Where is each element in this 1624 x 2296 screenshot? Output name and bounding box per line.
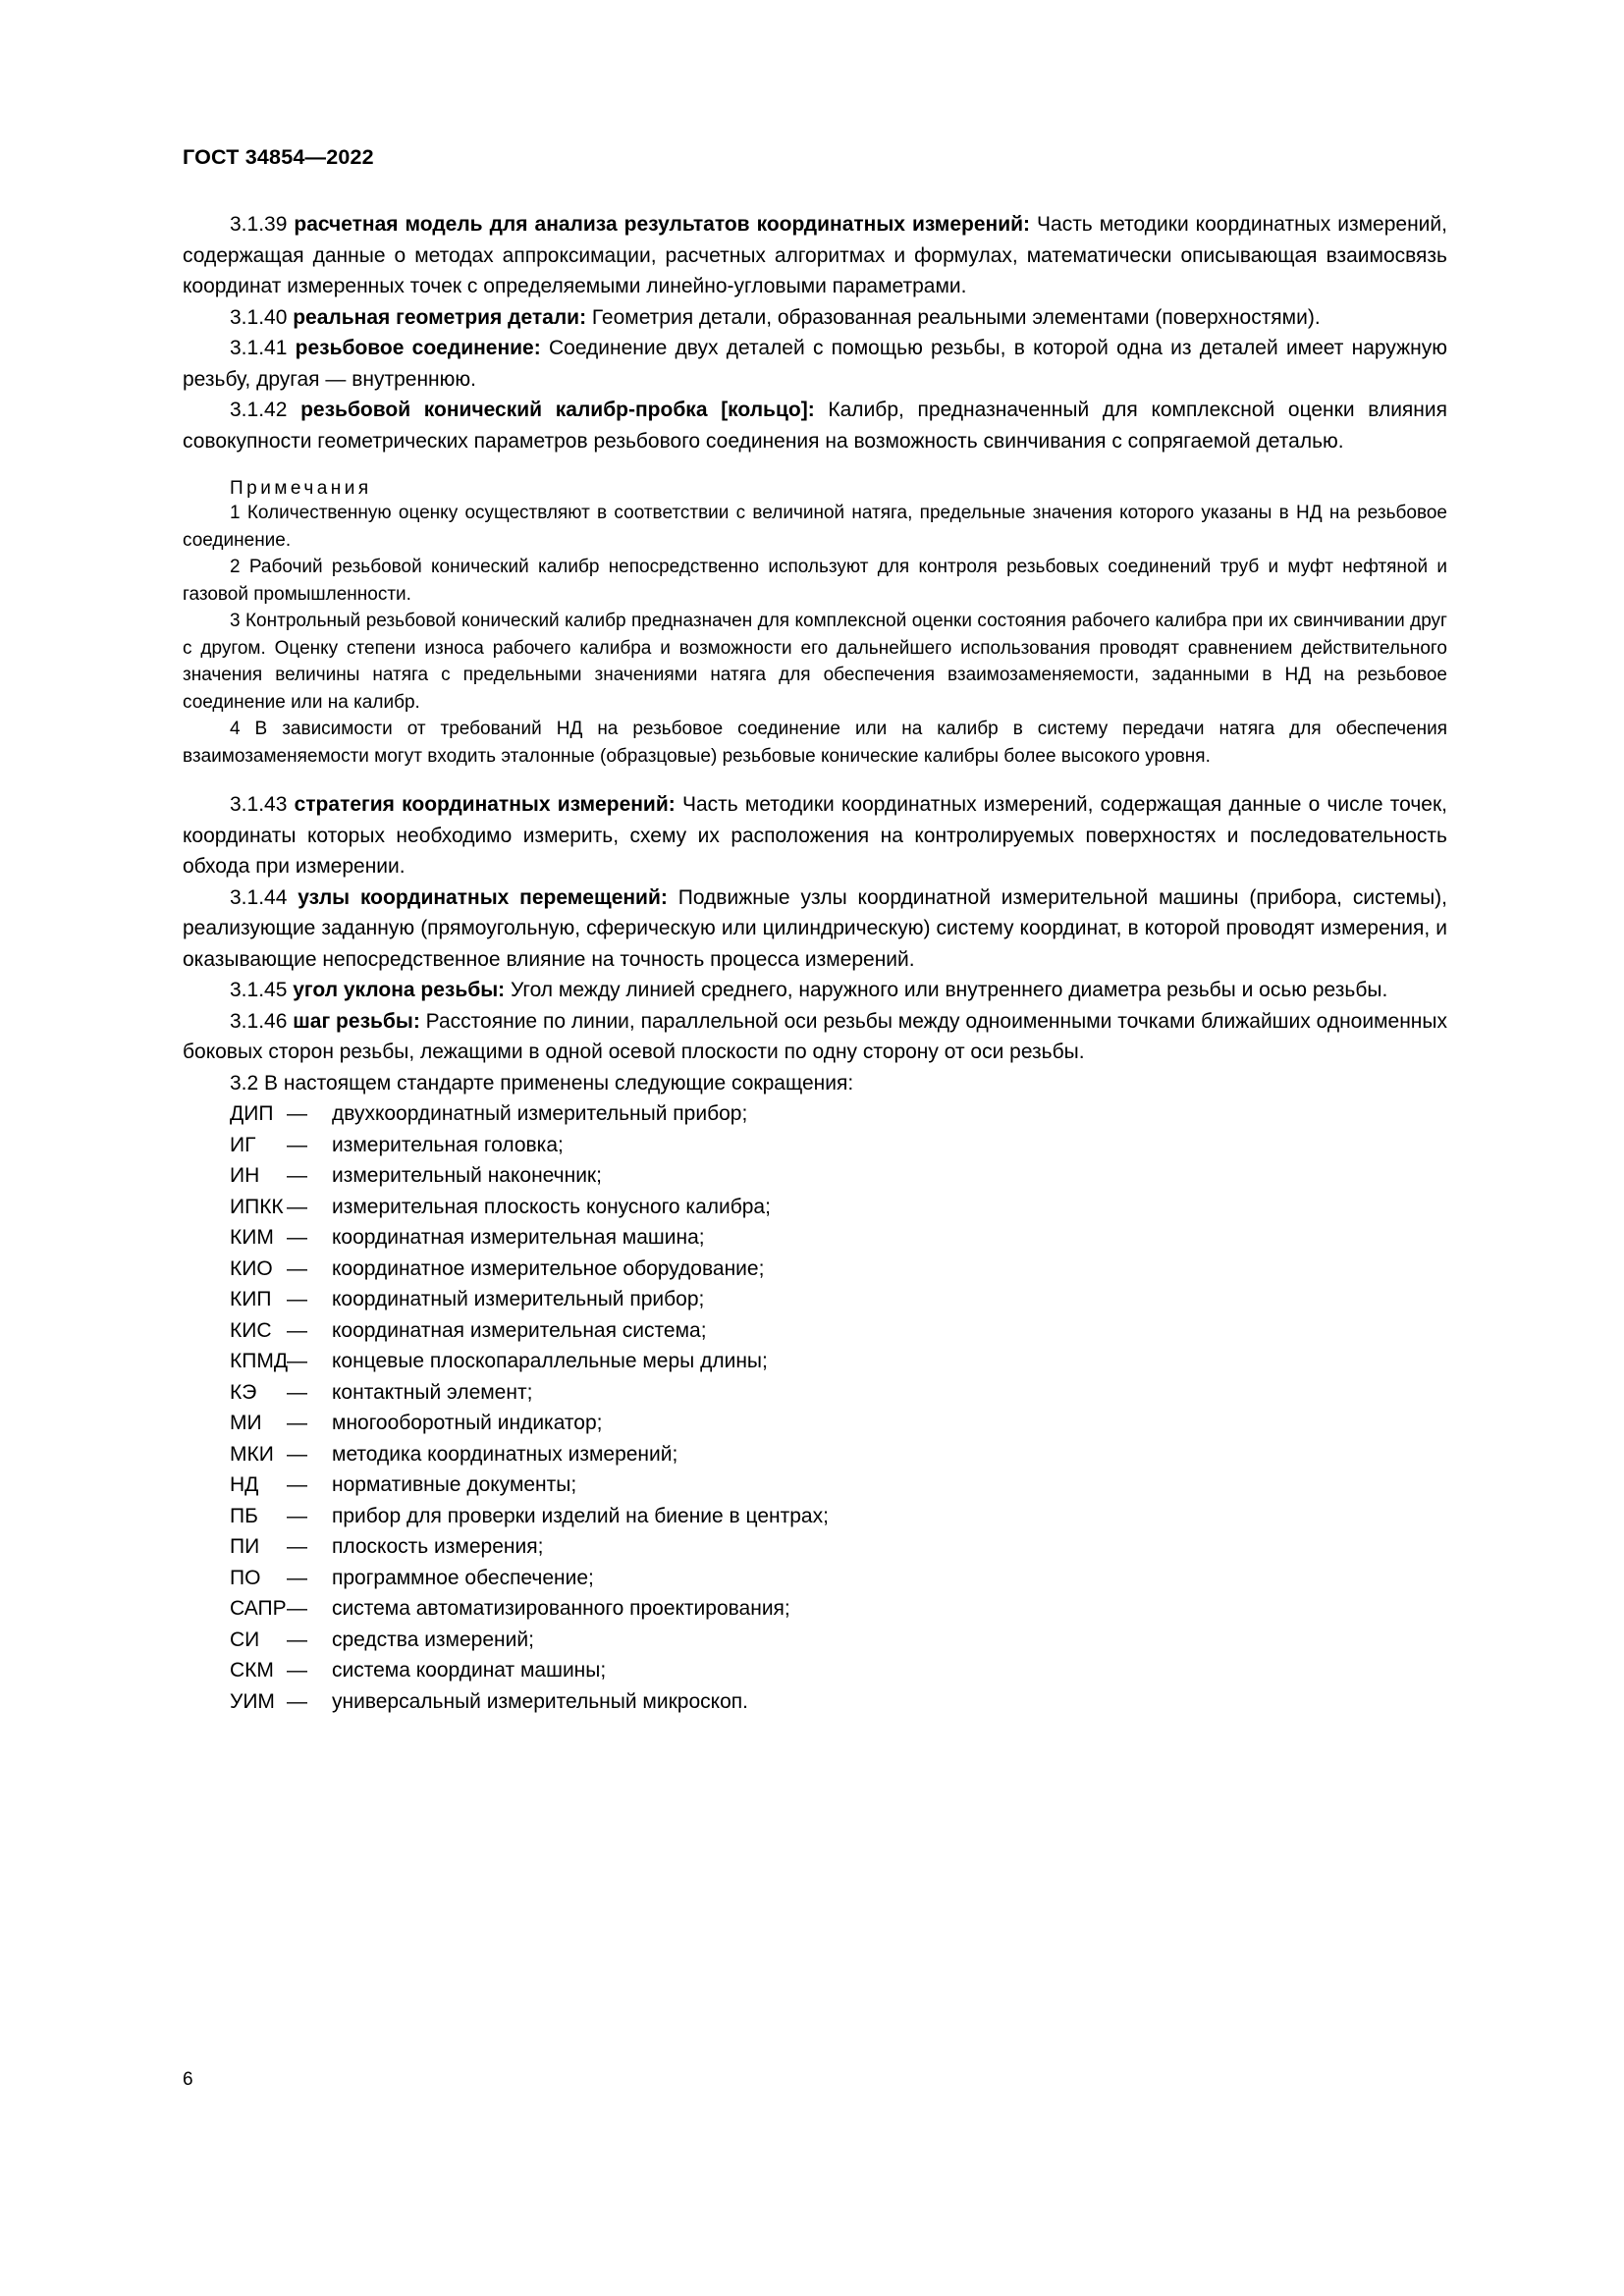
definition-entry bbox=[183, 1006, 1447, 1068]
abbreviation-row bbox=[183, 1098, 1447, 1130]
abbreviation-row bbox=[183, 1222, 1447, 1254]
abbreviation-row bbox=[183, 1593, 1447, 1625]
definition-entry bbox=[183, 789, 1447, 882]
abbreviation-dash: — bbox=[287, 1226, 307, 1249]
abbreviation-text: измерительная плоскость конусного калибра; bbox=[332, 1195, 771, 1218]
abbreviation-text: система автоматизированного проектирования; bbox=[332, 1597, 790, 1620]
abbreviation-code: МИ bbox=[230, 1412, 262, 1434]
page-content bbox=[183, 0, 1447, 1717]
abbreviation-code: УИМ bbox=[230, 1689, 275, 1713]
abbreviation-text: плоскость измерения; bbox=[332, 1535, 544, 1558]
abbreviation-dash: — bbox=[287, 1318, 307, 1342]
abbreviation-code: ПИ bbox=[230, 1535, 260, 1558]
abbreviation-row bbox=[183, 1130, 1447, 1161]
abbreviation-row bbox=[183, 1346, 1447, 1377]
abbreviations-intro-text: В настоящем стандарте применены следующие сокращения: bbox=[258, 1071, 854, 1095]
abbreviation-code: ПБ bbox=[230, 1504, 258, 1527]
abbreviation-code: КЭ bbox=[230, 1380, 257, 1404]
abbreviation-code: КИО bbox=[230, 1256, 273, 1280]
definition-number: 3.1.43 bbox=[230, 793, 288, 816]
definition-term: стратегия координатных измерений: bbox=[294, 793, 676, 816]
abbreviation-text: измерительный наконечник; bbox=[332, 1164, 602, 1187]
note-item: 1 Количественную оценку осуществляют в соответствии с величиной натяга, предельные значения которого указаны в НД на резьбовое соединение. bbox=[183, 503, 1447, 551]
notes-heading: Примечания bbox=[230, 478, 372, 499]
abbreviation-row bbox=[183, 1531, 1447, 1563]
abbreviation-row bbox=[183, 1439, 1447, 1470]
definition-term: резьбовой конический калибр-пробка [кольцо]: bbox=[300, 399, 815, 421]
definition-text: Часть методики координатных измерений, содержащая данные о методах аппроксимации, расчетных алгоритмах и формулах, математически описывающая взаимосвязь координат измеренных точек с определяемыми линейно-угловыми параметрами. bbox=[183, 213, 1447, 297]
abbreviation-code: ДИП bbox=[230, 1102, 274, 1125]
abbreviation-dash: — bbox=[287, 1350, 307, 1372]
abbreviation-text: прибор для проверки изделий на биение в центрах; bbox=[332, 1504, 829, 1527]
abbreviation-code: ИПКК bbox=[230, 1195, 284, 1218]
definition-text: Соединение двух деталей с помощью резьбы, в которой одна из деталей имеет наружную резьбу, другая — внутреннюю. bbox=[183, 337, 1447, 391]
definition-number: 3.1.42 bbox=[230, 399, 288, 421]
definition-text: Геометрия детали, образованная реальными элементами (поверхностями). bbox=[586, 305, 1321, 329]
definition-entry bbox=[183, 395, 1447, 456]
definition-entry bbox=[183, 975, 1447, 1006]
abbreviation-text: программное обеспечение; bbox=[332, 1566, 594, 1589]
abbreviation-text: средства измерений; bbox=[332, 1628, 534, 1651]
definition-number: 3.1.41 bbox=[230, 337, 288, 359]
abbreviation-dash: — bbox=[287, 1473, 307, 1496]
definitions-section-2 bbox=[183, 789, 1447, 1098]
abbreviation-code: КИС bbox=[230, 1318, 272, 1342]
abbreviation-code: КПМД bbox=[230, 1350, 289, 1372]
page-number: 6 bbox=[183, 2069, 193, 2090]
abbreviation-code: САПР bbox=[230, 1597, 287, 1620]
note-item: 3 Контрольный резьбовой конический калибр предназначен для комплексной оценки состояния рабочего калибра при их свинчивании друг с другом. Оценку степени износа рабочего калибра и возможности его дальнейшего использования проводят сравнением действительного значения величины натяга с предельными значениями натяга для обеспечения взаимозаменяемости, заданными в НД на резьбовое соединение или на калибр. bbox=[183, 611, 1447, 713]
definition-text: Подвижные узлы координатной измерительной машины (прибора, системы), реализующие заданную (прямоугольную, сферическую или цилиндрическую) систему координат, в которой проводят измерения, и оказывающие непосредственное влияние на точность процесса измерений. bbox=[183, 885, 1447, 971]
definitions-section-1 bbox=[183, 209, 1447, 456]
abbreviation-row bbox=[183, 1655, 1447, 1686]
abbreviation-row bbox=[183, 1160, 1447, 1192]
note-item: 2 Рабочий резьбовой конический калибр непосредственно используют для контроля резьбовых соединений труб и муфт нефтяной и газовой промышленности. bbox=[183, 557, 1447, 605]
abbreviation-code: КИП bbox=[230, 1288, 272, 1310]
abbreviation-code: ИГ bbox=[230, 1133, 256, 1156]
definition-number: 3.1.44 bbox=[230, 885, 288, 909]
definition-entry bbox=[183, 209, 1447, 302]
abbreviation-row bbox=[183, 1315, 1447, 1347]
abbreviation-code: НД bbox=[230, 1473, 259, 1496]
abbreviations-intro bbox=[183, 1068, 1447, 1099]
abbreviation-dash: — bbox=[287, 1164, 307, 1187]
abbreviation-text: многооборотный индикатор; bbox=[332, 1412, 603, 1434]
abbreviation-dash: — bbox=[287, 1566, 307, 1589]
abbreviation-row bbox=[183, 1686, 1447, 1718]
abbreviation-row bbox=[183, 1254, 1447, 1285]
definition-number: 3.1.45 bbox=[230, 979, 288, 1001]
abbreviation-dash: — bbox=[287, 1535, 307, 1558]
abbreviation-code: СКМ bbox=[230, 1659, 274, 1682]
abbreviation-dash: — bbox=[287, 1102, 307, 1125]
abbreviation-dash: — bbox=[287, 1133, 307, 1156]
abbreviation-text: методика координатных измерений; bbox=[332, 1442, 678, 1466]
definition-entry bbox=[183, 333, 1447, 395]
abbreviation-row bbox=[183, 1377, 1447, 1409]
definition-entry bbox=[183, 302, 1447, 334]
abbreviation-code: ПО bbox=[230, 1566, 261, 1589]
definition-term: угол уклона резьбы: bbox=[293, 979, 506, 1001]
abbreviation-dash: — bbox=[287, 1442, 307, 1466]
abbreviation-row bbox=[183, 1501, 1447, 1532]
abbreviation-dash: — bbox=[287, 1412, 307, 1434]
definition-number: 3.1.40 bbox=[230, 305, 288, 329]
definition-text: Расстояние по линии, параллельной оси резьбы между одноименными точками ближайших одноименных боковых сторон резьбы, лежащими в одной осевой плоскости по одну сторону от оси резьбы. bbox=[183, 1009, 1447, 1063]
abbreviation-row bbox=[183, 1625, 1447, 1656]
abbreviation-text: координатная измерительная машина; bbox=[332, 1226, 705, 1249]
abbreviation-text: нормативные документы; bbox=[332, 1473, 577, 1496]
abbreviation-dash: — bbox=[287, 1597, 307, 1620]
abbreviation-dash: — bbox=[287, 1628, 307, 1651]
note-item: 4 В зависимости от требований НД на резьбовое соединение или на калибр в систему передачи натяга для обеспечения взаимозаменяемости могут входить эталонные (образцовые) резьбовые конические калибры более высокого уровня. bbox=[183, 719, 1447, 767]
abbreviation-dash: — bbox=[287, 1195, 307, 1218]
abbreviation-row bbox=[183, 1563, 1447, 1594]
notes-list bbox=[183, 500, 1447, 770]
abbreviation-text: координатный измерительный прибор; bbox=[332, 1288, 705, 1310]
abbreviation-text: координатная измерительная система; bbox=[332, 1318, 707, 1342]
abbreviation-text: двухкоординатный измерительный прибор; bbox=[332, 1102, 748, 1125]
definition-text: Угол между линией среднего, наружного или внутреннего диаметра резьбы и осью резьбы. bbox=[505, 979, 1388, 1001]
abbreviation-row bbox=[183, 1408, 1447, 1439]
abbreviation-text: концевые плоскопараллельные меры длины; bbox=[332, 1350, 768, 1372]
definition-term: узлы координатных перемещений: bbox=[298, 885, 668, 909]
abbreviation-text: система координат машины; bbox=[332, 1659, 607, 1682]
definition-term: шаг резьбы: bbox=[293, 1009, 420, 1033]
abbreviations-list bbox=[183, 1098, 1447, 1717]
abbreviations-intro-number: 3.2 bbox=[230, 1071, 259, 1095]
abbreviation-code: СИ bbox=[230, 1628, 260, 1651]
abbreviation-dash: — bbox=[287, 1288, 307, 1310]
abbreviation-code: МКИ bbox=[230, 1442, 274, 1466]
abbreviation-row bbox=[183, 1469, 1447, 1501]
abbreviation-code: КИМ bbox=[230, 1226, 274, 1249]
definition-text: Часть методики координатных измерений, содержащая данные о числе точек, координаты которых необходимо измерить, схему их расположения на контролируемых поверхностях и последовательность обхода при измерении. bbox=[183, 793, 1447, 878]
abbreviation-text: измерительная головка; bbox=[332, 1133, 564, 1156]
definition-term: реальная геометрия детали: bbox=[293, 305, 587, 329]
definition-entry bbox=[183, 882, 1447, 976]
definition-text: Калибр, предназначенный для комплексной оценки влияния совокупности геометрических параметров резьбового соединения на возможность свинчивания с сопрягаемой деталью. bbox=[183, 399, 1447, 453]
abbreviation-dash: — bbox=[287, 1380, 307, 1404]
definition-number: 3.1.46 bbox=[230, 1009, 288, 1033]
definition-number: 3.1.39 bbox=[230, 213, 288, 236]
abbreviation-row bbox=[183, 1284, 1447, 1315]
abbreviation-text: универсальный измерительный микроскоп. bbox=[332, 1689, 748, 1713]
abbreviation-row bbox=[183, 1192, 1447, 1223]
abbreviation-text: контактный элемент; bbox=[332, 1380, 533, 1404]
abbreviation-dash: — bbox=[287, 1504, 307, 1527]
abbreviation-text: координатное измерительное оборудование; bbox=[332, 1256, 765, 1280]
abbreviation-dash: — bbox=[287, 1689, 307, 1713]
abbreviation-code: ИН bbox=[230, 1164, 260, 1187]
page-header: ГОСТ 34854—2022 bbox=[183, 145, 374, 169]
abbreviation-dash: — bbox=[287, 1659, 307, 1682]
definition-term: расчетная модель для анализа результатов координатных измерений: bbox=[294, 213, 1031, 236]
definition-term: резьбовое соединение: bbox=[295, 337, 541, 359]
abbreviation-dash: — bbox=[287, 1256, 307, 1280]
